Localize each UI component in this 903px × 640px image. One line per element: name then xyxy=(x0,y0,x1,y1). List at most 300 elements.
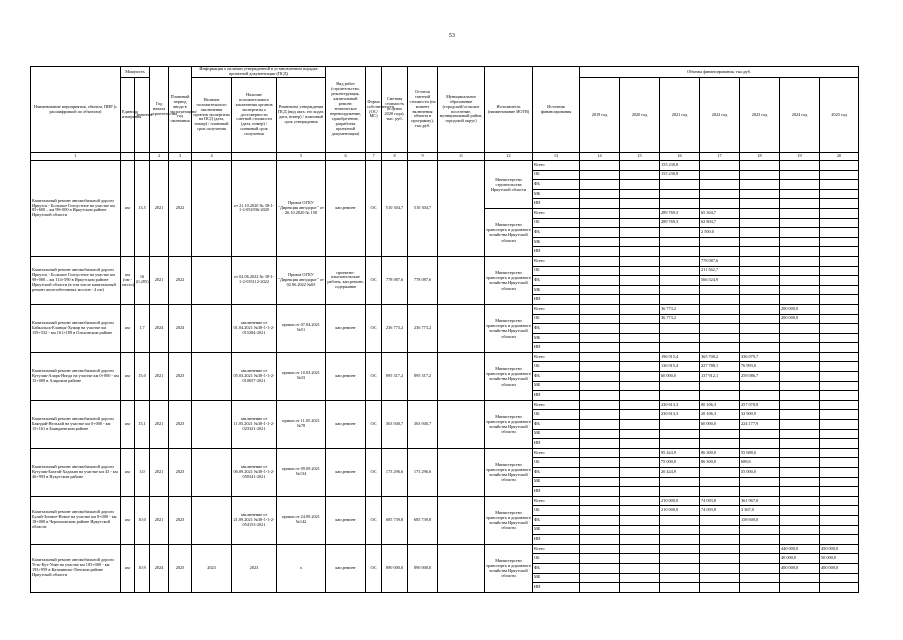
amount-cell xyxy=(780,256,820,266)
work-type-cell: кап.ремонт xyxy=(326,448,366,496)
value-cell: 15,1 xyxy=(135,400,150,448)
amount-cell xyxy=(660,420,700,430)
amount-cell xyxy=(780,487,820,497)
amount-cell xyxy=(740,218,780,228)
amount-cell xyxy=(660,583,700,593)
amount-cell: 86 300,0 xyxy=(700,448,740,458)
amount-cell: 566 524,9 xyxy=(700,276,740,286)
amount-cell xyxy=(820,304,859,314)
budget-level-cell: Всего xyxy=(533,304,580,314)
amount-cell xyxy=(700,573,740,583)
amount-cell xyxy=(820,285,859,295)
remaining-cost-cell: 685 739,8 xyxy=(408,496,438,544)
amount-cell xyxy=(740,563,780,573)
amount-cell xyxy=(620,208,660,218)
amount-cell xyxy=(820,237,859,247)
amount-cell xyxy=(620,515,660,525)
amount-cell: 778 087,6 xyxy=(700,256,740,266)
amount-cell xyxy=(820,199,859,209)
amount-cell xyxy=(820,208,859,218)
amount-cell xyxy=(620,237,660,247)
psd-reliability-cell: от 21.10.2020 № 38-1-1-2-052936-2020 xyxy=(232,161,277,257)
amount-cell xyxy=(620,352,660,362)
estimated-cost-cell: 895 317,2 xyxy=(382,352,408,400)
amount-cell xyxy=(740,477,780,487)
column-number: 9 xyxy=(408,153,438,161)
estimated-cost-cell: 173 296,6 xyxy=(382,448,408,496)
amount-cell xyxy=(820,515,859,525)
amount-cell xyxy=(780,362,820,372)
amount-cell xyxy=(780,583,820,593)
table-row xyxy=(31,256,859,266)
amount-cell: 20 424,9 xyxy=(660,468,700,478)
amount-cell xyxy=(820,448,859,458)
amount-cell xyxy=(620,391,660,401)
column-number xyxy=(135,153,150,161)
amount-cell xyxy=(780,237,820,247)
work-type-cell: кап.ремонт xyxy=(326,496,366,544)
column-number: 15 xyxy=(620,153,660,161)
municipality-cell xyxy=(438,161,485,257)
amount-cell xyxy=(740,333,780,343)
ownership-cell: ОС xyxy=(366,448,382,496)
amount-cell xyxy=(580,429,620,439)
project-name: Капитальный ремонт автомобильной дороги Иркутск - Большое Голоустное на участке км 98+000 – км 114+590 в Иркутском районе Иркутской области (в том числе капитальный ремонт железобетонных мостов - 4 шт) xyxy=(31,256,121,304)
amount-cell xyxy=(740,276,780,286)
psd-requisites-cell: приказ от 07.04.2021 №51 xyxy=(277,304,326,352)
amount-cell xyxy=(620,458,660,468)
amount-cell xyxy=(620,573,660,583)
amount-cell xyxy=(740,285,780,295)
amount-cell: 80 106,3 xyxy=(700,400,740,410)
unit-cell: км xyxy=(121,448,135,496)
psd-requisites-cell: приказ от 24.09.2021 №142 xyxy=(277,496,326,544)
project-name: Капитальный ремонт автомобильной дороги Байкальск-Еланцы-Хужир на участке км 159+532 - км 161+189 в Ольхонском районе xyxy=(31,304,121,352)
amount-cell xyxy=(620,228,660,238)
amount-cell xyxy=(620,439,660,449)
amount-cell: 137 912,1 xyxy=(700,372,740,382)
amount-cell xyxy=(700,247,740,257)
amount-cell xyxy=(580,208,620,218)
amount-cell xyxy=(700,525,740,535)
column-number: 18 xyxy=(740,153,780,161)
amount-cell xyxy=(660,180,700,190)
amount-cell xyxy=(820,391,859,401)
amount-cell xyxy=(780,180,820,190)
amount-cell: 440 000,0 xyxy=(780,544,820,554)
budget-level-cell: МБ xyxy=(533,525,580,535)
budget-level-cell: Всего xyxy=(533,352,580,362)
amount-cell xyxy=(580,496,620,506)
amount-cell xyxy=(700,583,740,593)
amount-cell xyxy=(780,420,820,430)
column-number: 12 xyxy=(485,153,533,161)
municipality-cell xyxy=(438,496,485,544)
hdr-estimated-cost: Сметная стоимость (в ценах 2020 года), тыс. руб. xyxy=(382,67,408,153)
hdr-psd-group: Информация о наличии утвержденной в установленном порядке проектной документации (ПСД) xyxy=(192,67,326,78)
amount-cell xyxy=(820,535,859,545)
amount-cell xyxy=(700,487,740,497)
amount-cell: 155 230,8 xyxy=(660,170,700,180)
psd-requisites-cell: х xyxy=(277,544,326,592)
work-type-cell: кап.ремонт xyxy=(326,352,366,400)
amount-cell xyxy=(820,218,859,228)
psd-positive-cell xyxy=(192,256,232,304)
executor-cell: Министерство транспорта и дорожного хозяйства Иркутской области xyxy=(485,208,533,256)
amount-cell xyxy=(820,487,859,497)
amount-cell: 196 915,4 xyxy=(660,352,700,362)
budget-level-cell: ИИ xyxy=(533,487,580,497)
amount-cell xyxy=(660,256,700,266)
psd-positive-cell: 2023 xyxy=(192,544,232,592)
amount-cell xyxy=(820,525,859,535)
amount-cell: 74 093,8 xyxy=(700,506,740,516)
amount-cell: 60 000,0 xyxy=(660,372,700,382)
amount-cell: 289 769,3 xyxy=(660,208,700,218)
amount-cell xyxy=(580,295,620,305)
amount-cell: 65 304,7 xyxy=(700,208,740,218)
amount-cell xyxy=(580,506,620,516)
amount-cell xyxy=(780,228,820,238)
amount-cell xyxy=(820,256,859,266)
psd-reliability-cell: заключение от 21.09.2021 №38-1-1-2-054153-2021 xyxy=(232,496,277,544)
amount-cell xyxy=(820,161,859,171)
budget-level-cell: ФБ xyxy=(533,228,580,238)
work-type-cell: кап.ремонт xyxy=(326,304,366,352)
amount-cell xyxy=(820,496,859,506)
column-number: 7 xyxy=(366,153,382,161)
financing-table xyxy=(30,66,859,593)
budget-level-cell: ИИ xyxy=(533,391,580,401)
end-year-cell: 2024 xyxy=(169,304,192,352)
amount-cell xyxy=(740,266,780,276)
amount-cell: 200 000,0 xyxy=(780,304,820,314)
amount-cell xyxy=(580,410,620,420)
remaining-cost-cell: 363 940,7 xyxy=(408,400,438,448)
hdr-year: 2022 год xyxy=(700,78,740,153)
executor-cell: Министерство транспорта и дорожного хозяйства Иркутской области xyxy=(485,256,533,304)
start-year-cell: 2021 xyxy=(150,352,169,400)
amount-cell xyxy=(780,199,820,209)
amount-cell xyxy=(620,304,660,314)
amount-cell: 32 900,9 xyxy=(740,410,780,420)
amount-cell xyxy=(580,314,620,324)
amount-cell xyxy=(660,535,700,545)
column-number: 2 xyxy=(150,153,169,161)
amount-cell: 158 600,0 xyxy=(740,515,780,525)
amount-cell xyxy=(660,199,700,209)
value-cell: 10,9 xyxy=(135,544,150,592)
amount-cell xyxy=(700,199,740,209)
table-row xyxy=(31,448,859,458)
end-year-cell: 2022 xyxy=(169,256,192,304)
ownership-cell: ОС xyxy=(366,304,382,352)
budget-level-cell: ФБ xyxy=(533,276,580,286)
project-name: Капитальный ремонт автомобильной дороги Булай-Зонное-Новое на участке км 8+000 - км 18+000 в Черемховском районе Иркутской области xyxy=(31,496,121,544)
amount-cell xyxy=(700,563,740,573)
amount-cell xyxy=(580,391,620,401)
executor-cell: Министерство транспорта и дорожного хозяйства Иркутской области xyxy=(485,352,533,400)
amount-cell xyxy=(620,256,660,266)
amount-cell xyxy=(580,458,620,468)
amount-cell xyxy=(820,362,859,372)
budget-level-cell: МБ xyxy=(533,333,580,343)
column-number: 5 xyxy=(277,153,326,161)
budget-level-cell: Всего xyxy=(533,256,580,266)
page-number: 53 xyxy=(449,33,455,39)
budget-level-cell: ИИ xyxy=(533,343,580,353)
amount-cell xyxy=(660,228,700,238)
amount-cell xyxy=(580,285,620,295)
amount-cell xyxy=(580,583,620,593)
remaining-cost-cell: 890 000,0 xyxy=(408,544,438,592)
budget-level-cell: ОБ xyxy=(533,218,580,228)
amount-cell xyxy=(660,381,700,391)
ownership-cell: ОС xyxy=(366,400,382,448)
amount-cell: 36 773,2 xyxy=(660,314,700,324)
budget-level-cell: ИИ xyxy=(533,439,580,449)
unit-cell: км xyxy=(121,544,135,592)
amount-cell: 224 177,9 xyxy=(740,420,780,430)
table-row xyxy=(31,544,859,554)
end-year-cell: 2023 xyxy=(169,496,192,544)
budget-level-cell: ИИ xyxy=(533,535,580,545)
amount-cell xyxy=(740,487,780,497)
unit-cell: км xyxy=(121,352,135,400)
budget-level-cell: Всего xyxy=(533,544,580,554)
amount-cell xyxy=(620,170,660,180)
amount-cell xyxy=(700,515,740,525)
amount-cell xyxy=(740,554,780,564)
psd-requisites-cell: приказ от 11.05.2021 №78 xyxy=(277,400,326,448)
estimated-cost-cell: 363 940,7 xyxy=(382,400,408,448)
amount-cell xyxy=(620,487,660,497)
amount-cell xyxy=(700,429,740,439)
column-number: 8 xyxy=(382,153,408,161)
hdr-financing: Объемы финансирования, тыс.руб. xyxy=(580,67,859,78)
amount-cell xyxy=(660,343,700,353)
unit-cell: км xyxy=(121,161,135,257)
amount-cell xyxy=(700,285,740,295)
amount-cell xyxy=(620,496,660,506)
amount-cell xyxy=(780,400,820,410)
amount-cell xyxy=(700,333,740,343)
amount-cell xyxy=(580,189,620,199)
value-cell: 13,5 xyxy=(135,161,150,257)
amount-cell xyxy=(620,218,660,228)
hdr-ownership: Форма собственности (ОС/МС) xyxy=(366,67,382,153)
hdr-year: 2021 год xyxy=(660,78,700,153)
budget-level-cell: ИИ xyxy=(533,199,580,209)
amount-cell xyxy=(820,352,859,362)
amount-cell: 3 367,0 xyxy=(740,506,780,516)
amount-cell: 257 078,8 xyxy=(740,400,780,410)
column-number: 20 xyxy=(820,153,859,161)
amount-cell xyxy=(620,563,660,573)
remaining-cost-cell: 173 296,6 xyxy=(408,448,438,496)
amount-cell xyxy=(820,458,859,468)
amount-cell xyxy=(780,285,820,295)
start-year-cell: 2021 xyxy=(150,256,169,304)
amount-cell xyxy=(780,410,820,420)
amount-cell xyxy=(580,266,620,276)
amount-cell xyxy=(780,439,820,449)
amount-cell xyxy=(580,372,620,382)
remaining-cost-cell: 778 087,6 xyxy=(408,256,438,304)
amount-cell xyxy=(660,515,700,525)
budget-level-cell: ОБ xyxy=(533,362,580,372)
amount-cell: 200 000,0 xyxy=(780,314,820,324)
amount-cell xyxy=(780,170,820,180)
amount-cell xyxy=(780,496,820,506)
amount-cell xyxy=(580,544,620,554)
amount-cell xyxy=(620,266,660,276)
project-name: Капитальный ремонт автомобильной дороги Баяндай-Нельхай на участке км 0+000 - км 15+161 в Баяндаевском районе xyxy=(31,400,121,448)
hdr-remaining-cost: Остаток сметной стоимости (на момент включения объекта в программу), тыс.руб. xyxy=(408,67,438,153)
amount-cell xyxy=(740,256,780,266)
amount-cell xyxy=(740,525,780,535)
amount-cell xyxy=(620,448,660,458)
start-year-cell: 2021 xyxy=(150,496,169,544)
amount-cell: 95 424,9 xyxy=(660,448,700,458)
amount-cell xyxy=(740,189,780,199)
project-name: Капитальный ремонт автомобильной дороги Усть-Кут-Уоян на участке км 183+000 - км 193+959 в Казачинско-Ленском районе Иркутской области xyxy=(31,544,121,592)
hdr-executor: Исполнитель (наименование ИОГВ) xyxy=(485,67,533,153)
amount-cell xyxy=(660,563,700,573)
work-type-cell: кап.ремонт xyxy=(326,161,366,257)
column-number: 11 xyxy=(438,153,485,161)
amount-cell xyxy=(780,372,820,382)
amount-cell xyxy=(780,161,820,171)
amount-cell xyxy=(660,333,700,343)
amount-cell xyxy=(620,295,660,305)
amount-cell xyxy=(820,573,859,583)
amount-cell xyxy=(780,266,820,276)
amount-cell xyxy=(620,429,660,439)
amount-cell xyxy=(780,535,820,545)
estimated-cost-cell: 778 087,6 xyxy=(382,256,408,304)
column-number: 4 xyxy=(192,153,232,161)
end-year-cell: 2023 xyxy=(169,400,192,448)
budget-level-cell: ОБ xyxy=(533,410,580,420)
amount-cell xyxy=(620,247,660,257)
start-year-cell: 2021 xyxy=(150,161,169,257)
amount-cell xyxy=(620,343,660,353)
amount-cell xyxy=(620,583,660,593)
amount-cell: 50 000,0 xyxy=(820,554,859,564)
hdr-year: 2023 год xyxy=(740,78,780,153)
amount-cell xyxy=(580,525,620,535)
amount-cell xyxy=(780,352,820,362)
budget-level-cell: ФБ xyxy=(533,180,580,190)
amount-cell xyxy=(700,161,740,171)
amount-cell: 86 300,0 xyxy=(700,458,740,468)
amount-cell xyxy=(620,314,660,324)
amount-cell xyxy=(620,324,660,334)
executor-cell: Министерство транспорта и дорожного хозяйства Иркутской области xyxy=(485,496,533,544)
budget-level-cell: МБ xyxy=(533,381,580,391)
amount-cell xyxy=(700,554,740,564)
work-type-cell: проектно-изыскательские работы, кап.ремонт, содержание xyxy=(326,256,366,304)
amount-cell xyxy=(820,400,859,410)
amount-cell xyxy=(820,314,859,324)
amount-cell xyxy=(620,400,660,410)
amount-cell xyxy=(700,324,740,334)
amount-cell xyxy=(740,304,780,314)
start-year-cell: 2024 xyxy=(150,304,169,352)
budget-level-cell: Всего xyxy=(533,448,580,458)
amount-cell xyxy=(740,583,780,593)
amount-cell xyxy=(580,218,620,228)
table-row xyxy=(31,400,859,410)
amount-cell: 136 915,4 xyxy=(660,362,700,372)
column-number: 19 xyxy=(780,153,820,161)
amount-cell xyxy=(620,381,660,391)
amount-cell: 210 000,0 xyxy=(660,506,700,516)
psd-positive-cell xyxy=(192,496,232,544)
amount-cell xyxy=(580,304,620,314)
hdr-start-year: Год начала строительства xyxy=(150,67,169,153)
amount-cell xyxy=(580,161,620,171)
amount-cell: 211 562,7 xyxy=(700,266,740,276)
amount-cell xyxy=(620,477,660,487)
amount-cell xyxy=(700,477,740,487)
amount-cell xyxy=(820,276,859,286)
amount-cell xyxy=(740,295,780,305)
hdr-year: 2020 год xyxy=(620,78,660,153)
amount-cell xyxy=(780,477,820,487)
amount-cell xyxy=(660,439,700,449)
budget-level-cell: Всего xyxy=(533,400,580,410)
amount-cell xyxy=(740,535,780,545)
amount-cell xyxy=(780,343,820,353)
amount-cell xyxy=(700,343,740,353)
amount-cell: 688,6 xyxy=(740,458,780,468)
amount-cell xyxy=(740,381,780,391)
amount-cell xyxy=(580,563,620,573)
amount-cell xyxy=(620,199,660,209)
amount-cell xyxy=(660,573,700,583)
hdr-unit: Единица измерения xyxy=(121,78,135,153)
remaining-cost-cell: 236 773,2 xyxy=(408,304,438,352)
work-type-cell: кап.ремонт xyxy=(326,400,366,448)
psd-positive-cell xyxy=(192,304,232,352)
amount-cell xyxy=(780,324,820,334)
amount-cell xyxy=(820,189,859,199)
amount-cell xyxy=(820,343,859,353)
amount-cell xyxy=(620,276,660,286)
amount-cell xyxy=(820,295,859,305)
amount-cell xyxy=(700,468,740,478)
project-name: Капитальный ремонт автомобильной дороги Кутулик-Аларь-Нигда на участке км 0+000 - км 15+000 в Аларском районе xyxy=(31,352,121,400)
amount-cell xyxy=(620,420,660,430)
executor-cell: Министерство строительства Иркутской области xyxy=(485,161,533,209)
amount-cell xyxy=(580,247,620,257)
amount-cell xyxy=(660,324,700,334)
psd-reliability-cell: заключение от 06.09.2021 №38-1-1-2-050341-2021 xyxy=(232,448,277,496)
amount-cell xyxy=(580,439,620,449)
ownership-cell: ОС xyxy=(366,352,382,400)
amount-cell xyxy=(780,189,820,199)
hdr-source: Источник финансирования xyxy=(533,67,580,153)
amount-cell xyxy=(700,304,740,314)
column-number: 17 xyxy=(700,153,740,161)
budget-level-cell: ОБ xyxy=(533,506,580,516)
column-number: 14 xyxy=(580,153,620,161)
amount-cell xyxy=(820,247,859,257)
amount-cell xyxy=(820,333,859,343)
amount-cell xyxy=(700,295,740,305)
